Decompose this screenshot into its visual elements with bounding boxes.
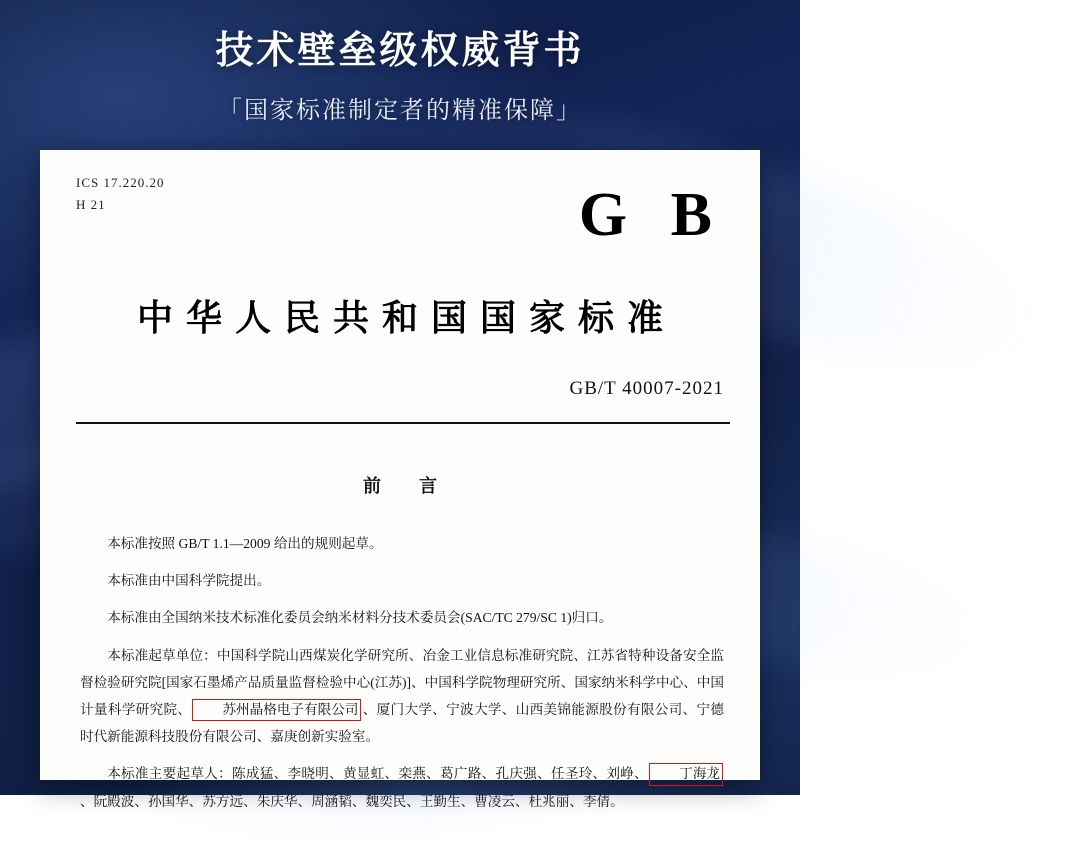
preface-paragraph: 本标准由中国科学院提出。 — [107, 573, 271, 589]
drafting-units-paragraph — [80, 642, 724, 751]
preface-heading: 前 言 — [363, 476, 447, 496]
drafting-units-text-before: 中国科学院山西煤炭化学研究所、冶金工业信息标准研究院、江苏省特种设备安全监督检验研究院[国家石墨烯产品质量监督检验中心(江苏)]、中国科学院物理研究所、国家纳米科学中心、中国计量科学研究院、 — [80, 647, 725, 717]
document-title: 中华人民共和国国家标准 — [136, 298, 676, 338]
drafters-text-before: 陈成猛、李晓明、黄显虹、栾燕、葛广路、孔庆强、任圣玲、刘峥、 — [232, 766, 649, 782]
highlighted-person-name: 丁海龙 — [649, 763, 723, 785]
drafting-units-text-after: 、厦门大学、宁波大学、山西美锦能源股份有限公司、宁德时代新能源科技股份有限公司、嘉庚创新实验室。 — [80, 701, 724, 745]
ics-code: ICS 17.220.20 — [76, 175, 165, 190]
preface-paragraph: 本标准按照 GB/T 1.1—2009 给出的规则起草。 — [107, 536, 383, 551]
standard-document-image — [40, 150, 760, 809]
ccs-code: H 21 — [76, 197, 106, 213]
gb-logo-text: G B — [578, 181, 726, 249]
banner-headline: 技术壁垒级权威背书 — [215, 30, 585, 72]
ics-classification — [76, 172, 164, 216]
drafting-units-label: 本标准起草单位： — [107, 647, 217, 663]
standard-number: GB/T 40007-2021 — [569, 378, 724, 399]
banner-header — [0, 0, 800, 125]
drafters-label: 本标准主要起草人： — [107, 766, 232, 782]
drafters-paragraph — [80, 760, 724, 814]
banner-subheadline: 「国家标准制定者的精准保障」 — [218, 96, 582, 124]
preface-paragraph: 本标准由全国纳米技术标准化委员会纳米材料分技术委员会(SAC/TC 279/SC 1)归口。 — [107, 610, 613, 626]
document-page — [40, 150, 760, 809]
preface-body — [80, 530, 724, 825]
horizontal-divider — [76, 422, 730, 424]
drafters-text-after: 、阮殿波、孙国华、苏方远、朱庆华、周涵韬、魏奕民、王勤生、曹凌云、杜兆丽、李倩。 — [80, 793, 624, 809]
highlighted-company-name: 苏州晶格电子有限公司 — [192, 699, 361, 721]
